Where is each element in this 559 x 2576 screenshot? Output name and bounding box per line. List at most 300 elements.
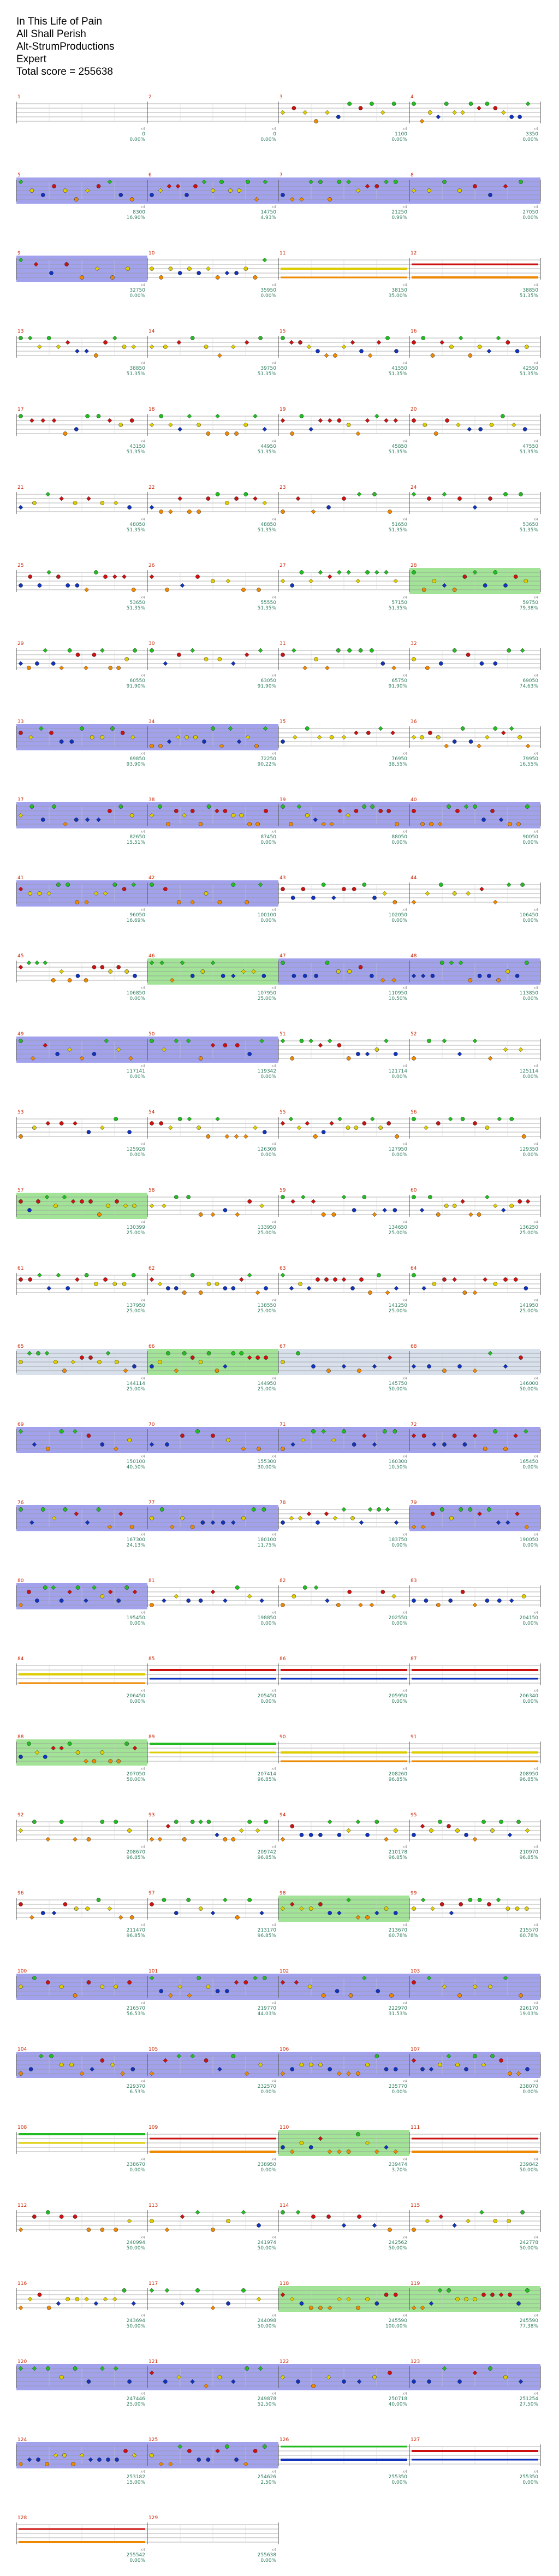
hopo-note xyxy=(292,648,296,653)
multiplier-label: x4 xyxy=(271,1064,276,1068)
strum-note xyxy=(490,2293,494,2296)
measure-3 xyxy=(278,94,409,143)
strum-note xyxy=(216,1989,219,1993)
strum-note xyxy=(428,110,432,114)
measure-score: 165450 xyxy=(519,1459,538,1465)
measure-number: 78 xyxy=(280,1500,286,1506)
measure-percent: 0.00% xyxy=(260,2168,276,2173)
strum-note xyxy=(300,2063,304,2066)
multiplier-label: x4 xyxy=(271,1923,276,1927)
hopo-note xyxy=(394,1286,399,1290)
measure-31 xyxy=(278,641,409,689)
hopo-note xyxy=(324,353,329,358)
measure-number: 35 xyxy=(280,719,286,725)
strum-note xyxy=(442,1369,446,1372)
hopo-note xyxy=(372,2223,377,2228)
strum-note xyxy=(487,1902,491,1906)
measure-69 xyxy=(16,1422,147,1470)
measure-score: 239842 xyxy=(519,2162,538,2168)
strum-note xyxy=(463,1442,467,1446)
measure-percent: 25.00% xyxy=(257,996,276,1002)
strum-note xyxy=(333,353,337,357)
strum-note xyxy=(73,2214,77,2218)
strum-note xyxy=(150,2219,153,2223)
multiplier-label: x4 xyxy=(402,1767,407,1771)
strum-note xyxy=(455,2063,459,2066)
strum-note xyxy=(305,726,309,730)
charter-name: Alt-StrumProductions xyxy=(16,41,115,52)
measure-score: 27050 xyxy=(522,210,538,215)
strum-note xyxy=(439,661,443,665)
measure-2 xyxy=(147,94,278,143)
measure-number: 120 xyxy=(17,2359,27,2365)
strum-note xyxy=(516,1820,520,1823)
strum-note xyxy=(457,1364,461,1368)
multiplier-label: x4 xyxy=(533,830,538,834)
hopo-note xyxy=(85,349,89,353)
strum-note xyxy=(359,349,363,353)
strum-note xyxy=(350,1286,354,1290)
strum-note xyxy=(254,744,258,748)
hopo-note xyxy=(19,2306,23,2310)
multiplier-label: x4 xyxy=(402,1689,407,1693)
strum-note xyxy=(87,1837,91,1841)
measure-score: 0 xyxy=(142,132,145,137)
strum-note xyxy=(128,2379,132,2383)
measure-percent: 10.50% xyxy=(388,996,407,1002)
measure-number: 92 xyxy=(17,1813,24,1818)
strum-note xyxy=(499,1820,503,1823)
measure-percent: 51.35% xyxy=(126,528,145,533)
measure-percent: 3.70% xyxy=(391,2168,407,2173)
strum-note xyxy=(366,731,370,735)
strum-note xyxy=(248,1820,252,1823)
measure-percent: 0.00% xyxy=(522,918,538,923)
strum-note xyxy=(264,1820,267,1823)
measure-number: 28 xyxy=(411,563,417,569)
strum-note xyxy=(76,974,80,978)
strum-note xyxy=(41,193,45,197)
measure-percent: 25.00% xyxy=(257,1387,276,1392)
measure-72 xyxy=(409,1422,540,1470)
multiplier-label: x4 xyxy=(402,2079,407,2083)
measure-score: 210178 xyxy=(388,1850,407,1855)
strum-note xyxy=(453,891,456,895)
strum-note xyxy=(187,267,191,270)
strum-note xyxy=(393,900,397,904)
strum-note xyxy=(100,1442,104,1446)
measure-122 xyxy=(278,2359,409,2407)
strum-note xyxy=(311,2214,315,2218)
hopo-note xyxy=(168,510,173,514)
measure-number: 23 xyxy=(280,485,286,490)
strum-note xyxy=(440,961,444,964)
measure-number: 16 xyxy=(411,329,417,334)
hopo-note xyxy=(384,1039,389,1043)
hopo-note xyxy=(356,579,360,583)
strum-note xyxy=(206,431,210,435)
strum-note xyxy=(128,1980,132,1984)
strum-note xyxy=(159,1989,163,1993)
hopo-note xyxy=(263,427,267,431)
strum-note xyxy=(241,588,245,591)
measure-score: 65750 xyxy=(391,678,407,684)
measure-55 xyxy=(278,1110,409,1158)
hopo-note xyxy=(466,891,471,896)
strum-note xyxy=(493,106,497,110)
strum-note xyxy=(377,1273,380,1277)
strum-note xyxy=(204,657,208,661)
strum-note xyxy=(71,2462,75,2466)
hopo-note xyxy=(94,2301,98,2306)
strum-note xyxy=(493,1429,497,1433)
strum-note xyxy=(300,414,304,418)
multiplier-label: x4 xyxy=(271,517,276,522)
strum-note xyxy=(197,423,201,427)
strum-note xyxy=(300,2301,304,2305)
strum-note xyxy=(362,1121,366,1125)
multiplier-label: x4 xyxy=(271,1376,276,1381)
strum-note xyxy=(308,1985,312,1988)
strum-note xyxy=(412,1056,415,1060)
hopo-note xyxy=(178,496,182,501)
measure-84 xyxy=(16,1656,147,1704)
strum-note xyxy=(56,575,60,578)
measure-percent: 96.85% xyxy=(126,1933,145,1939)
hopo-note xyxy=(342,1195,346,1199)
measure-percent: 11.75% xyxy=(257,1543,276,1548)
strum-note xyxy=(46,2210,50,2214)
strum-note xyxy=(478,1898,481,1902)
strum-note xyxy=(66,2297,70,2301)
measure-85 xyxy=(147,1656,278,1704)
hopo-note xyxy=(223,1598,227,1603)
strum-note xyxy=(375,1047,379,1051)
measure-87 xyxy=(409,1656,540,1704)
hopo-note xyxy=(216,1117,220,1121)
strum-note xyxy=(394,1052,397,1056)
hopo-note xyxy=(436,115,441,119)
measure-number: 99 xyxy=(411,1891,417,1896)
measure-97 xyxy=(147,1891,278,1939)
strum-note xyxy=(240,813,243,817)
strum-note xyxy=(160,1507,164,1511)
strum-note xyxy=(300,2141,304,2145)
strum-note xyxy=(244,1980,248,1984)
measure-score: 144950 xyxy=(257,1381,276,1387)
strum-note xyxy=(483,1447,487,1450)
measure-percent: 96.85% xyxy=(388,1855,407,1861)
measure-number: 112 xyxy=(17,2203,27,2208)
measure-score: 43150 xyxy=(129,444,145,449)
measure-number: 121 xyxy=(148,2359,158,2365)
measure-26 xyxy=(147,563,278,611)
measure-percent: 51.35% xyxy=(519,528,538,533)
multiplier-label: x4 xyxy=(533,2001,538,2005)
strum-note xyxy=(365,1915,369,1919)
strum-note xyxy=(337,180,341,183)
strum-note xyxy=(244,267,248,270)
measure-percent: 10.50% xyxy=(388,1465,407,1470)
hopo-note xyxy=(466,2219,471,2223)
hopo-note xyxy=(199,1820,203,1824)
measure-percent: 51.35% xyxy=(257,528,276,533)
strum-note xyxy=(336,115,340,119)
strum-note xyxy=(225,1989,229,1993)
strum-note xyxy=(97,1360,101,1364)
strum-note xyxy=(80,1199,84,1203)
strum-note xyxy=(211,2228,215,2231)
hopo-note xyxy=(191,648,195,653)
strum-note xyxy=(318,1833,322,1837)
hopo-note xyxy=(60,969,64,974)
multiplier-label: x4 xyxy=(402,2313,407,2318)
measure-number: 88 xyxy=(17,1734,24,1740)
multiplier-label: x4 xyxy=(533,1532,538,1537)
measure-number: 66 xyxy=(148,1344,155,1349)
strum-note xyxy=(103,340,107,344)
measure-number: 123 xyxy=(411,2359,420,2365)
strum-note xyxy=(52,184,56,188)
strum-note xyxy=(412,2228,415,2231)
measure-percent: 0.00% xyxy=(129,2168,145,2173)
strum-note xyxy=(481,2293,485,2296)
strum-note xyxy=(221,974,225,978)
hopo-note xyxy=(311,510,316,514)
hopo-note xyxy=(291,1199,295,1204)
strum-note xyxy=(32,2214,36,2218)
measure-96 xyxy=(16,1891,147,1939)
measure-number: 57 xyxy=(17,1188,24,1193)
hopo-note xyxy=(211,1590,215,1594)
measure-percent: 60.78% xyxy=(388,1933,407,1939)
measure-number: 108 xyxy=(17,2125,27,2130)
multiplier-label: x4 xyxy=(140,1376,145,1381)
multiplier-label: x4 xyxy=(140,908,145,912)
hopo-note xyxy=(75,1277,79,1282)
hopo-note xyxy=(108,1906,112,1911)
strum-note xyxy=(384,1906,388,1910)
multiplier-label: x4 xyxy=(140,1923,145,1927)
strum-note xyxy=(244,492,248,496)
strum-note xyxy=(309,1833,313,1837)
multiplier-label: x4 xyxy=(140,1845,145,1849)
strum-note xyxy=(290,2067,294,2071)
measure-percent: 0.00% xyxy=(391,137,407,143)
strum-note xyxy=(36,2457,40,2461)
strum-note xyxy=(106,1204,110,1207)
measure-number: 33 xyxy=(17,719,24,725)
hopo-note xyxy=(330,1121,334,1126)
measure-22 xyxy=(147,485,278,533)
measure-score: 0 xyxy=(273,132,276,137)
measure-score: 219770 xyxy=(257,2006,276,2011)
measure-score: 107950 xyxy=(257,991,276,996)
strum-note xyxy=(336,969,340,973)
hopo-note xyxy=(195,2210,200,2214)
strum-note xyxy=(70,2063,74,2066)
measure-number: 116 xyxy=(17,2281,27,2287)
strum-note xyxy=(19,1360,22,1364)
strum-note xyxy=(421,336,425,340)
strum-note xyxy=(132,1204,136,1207)
measure-number: 125 xyxy=(148,2437,158,2443)
hopo-note xyxy=(479,2210,484,2214)
measure-percent: 0.00% xyxy=(129,1699,145,1704)
hopo-note xyxy=(301,1195,305,1199)
measure-percent: 74.63% xyxy=(519,684,538,689)
strum-note xyxy=(60,739,63,743)
multiplier-label: x4 xyxy=(533,1220,538,1224)
strum-note xyxy=(431,353,435,357)
measure-percent: 35.00% xyxy=(388,293,407,299)
strum-note xyxy=(90,735,94,739)
hopo-note xyxy=(150,575,154,579)
total-score-label: Total score = xyxy=(16,66,79,78)
strum-note xyxy=(281,653,284,656)
strum-note xyxy=(392,102,396,105)
measure-percent: 51.35% xyxy=(257,449,276,455)
strum-note xyxy=(166,1286,170,1290)
hopo-note xyxy=(354,731,358,735)
measure-120 xyxy=(16,2359,147,2407)
strum-note xyxy=(97,1898,100,1902)
multiplier-label: x4 xyxy=(533,1454,538,1459)
strum-note xyxy=(412,570,415,574)
measure-105 xyxy=(147,2047,278,2095)
strum-note xyxy=(332,1212,336,1216)
strum-note xyxy=(191,1355,194,1359)
strum-note xyxy=(281,804,284,808)
measure-number: 8 xyxy=(411,173,414,178)
strum-note xyxy=(163,2379,167,2383)
strum-note xyxy=(372,896,376,899)
strum-note xyxy=(76,1585,80,1589)
hopo-note xyxy=(350,340,355,345)
hopo-note xyxy=(19,2228,23,2232)
measure-89 xyxy=(147,1734,278,1783)
measure-number: 40 xyxy=(411,797,417,803)
hopo-note xyxy=(150,1837,154,1841)
strum-note xyxy=(19,1039,22,1043)
strum-note xyxy=(119,804,123,808)
hopo-note xyxy=(508,1833,512,1837)
measure-percent: 51.35% xyxy=(519,449,538,455)
strum-note xyxy=(94,353,98,357)
strum-note xyxy=(314,119,318,123)
strum-note xyxy=(84,978,88,982)
strum-note xyxy=(387,809,391,813)
measure-number: 117 xyxy=(148,2281,158,2287)
measure-52 xyxy=(409,1032,540,1080)
hopo-note xyxy=(258,648,263,653)
measure-score: 206340 xyxy=(519,1693,538,1699)
measure-percent: 51.35% xyxy=(126,449,145,455)
measure-percent: 0.00% xyxy=(260,918,276,923)
strum-note xyxy=(226,2301,230,2305)
measure-score: 39750 xyxy=(260,366,276,371)
measure-20 xyxy=(409,407,540,455)
multiplier-label: x4 xyxy=(533,2157,538,2162)
strum-note xyxy=(103,1277,107,1281)
measure-percent: 90.22% xyxy=(257,762,276,767)
measure-number: 49 xyxy=(17,1032,24,1037)
strum-note xyxy=(56,883,60,886)
strum-note xyxy=(375,2054,379,2058)
multiplier-label: x4 xyxy=(533,1142,538,1146)
hopo-note xyxy=(412,900,416,904)
strum-note xyxy=(354,809,358,813)
multiplier-label: x4 xyxy=(402,1610,407,1615)
hopo-note xyxy=(473,1039,477,1043)
strum-note xyxy=(330,735,334,739)
strum-note xyxy=(375,184,379,188)
hopo-note xyxy=(448,1117,453,1121)
strum-note xyxy=(28,1277,32,1281)
measure-score: 255638 xyxy=(257,2553,276,2558)
multiplier-label: x4 xyxy=(533,1689,538,1693)
strum-note xyxy=(166,1351,170,1355)
measure-percent: 50.00% xyxy=(126,2324,145,2329)
measure-number: 110 xyxy=(280,2125,289,2130)
strum-note xyxy=(32,1820,36,1823)
strum-note xyxy=(174,1286,178,1290)
measure-88 xyxy=(16,1734,147,1783)
measure-number: 32 xyxy=(411,641,417,647)
multiplier-label: x4 xyxy=(402,1376,407,1381)
strum-note xyxy=(352,1208,356,1212)
multiplier-label: x4 xyxy=(271,830,276,834)
measure-93 xyxy=(147,1813,278,1861)
hopo-note xyxy=(342,2223,346,2228)
multiplier-label: x4 xyxy=(271,1532,276,1537)
strum-note xyxy=(187,1195,191,1199)
strum-note xyxy=(97,1507,100,1511)
measure-number: 86 xyxy=(280,1656,286,1662)
measure-6 xyxy=(147,173,278,221)
strum-note xyxy=(281,1447,284,1450)
measure-number: 6 xyxy=(148,173,152,178)
strum-note xyxy=(488,2366,492,2370)
strum-note xyxy=(394,349,398,353)
measure-percent: 0.00% xyxy=(522,2480,538,2485)
hopo-note xyxy=(243,1134,248,1139)
strum-note xyxy=(201,1520,205,1524)
strum-note xyxy=(503,1277,507,1281)
hopo-note xyxy=(43,648,47,653)
strum-note xyxy=(32,501,36,505)
strum-note xyxy=(216,275,219,279)
multiplier-label: x4 xyxy=(140,439,145,443)
strum-note xyxy=(365,1833,369,1837)
strum-note xyxy=(487,974,491,978)
strum-note xyxy=(60,2063,63,2066)
strum-note xyxy=(300,1833,304,1837)
hopo-note xyxy=(60,666,64,670)
strum-note xyxy=(66,583,70,587)
measure-percent: 56.53% xyxy=(126,2011,145,2017)
measure-percent: 0.00% xyxy=(129,137,145,143)
measure-48 xyxy=(409,954,540,1002)
strum-note xyxy=(372,2375,376,2379)
hopo-note xyxy=(356,1820,360,1824)
measure-percent: 50.00% xyxy=(519,1387,538,1392)
measure-38 xyxy=(147,797,278,845)
measure-42 xyxy=(147,875,278,923)
measure-65 xyxy=(16,1344,147,1392)
hopo-note xyxy=(370,1603,374,1607)
hopo-note xyxy=(392,666,396,670)
